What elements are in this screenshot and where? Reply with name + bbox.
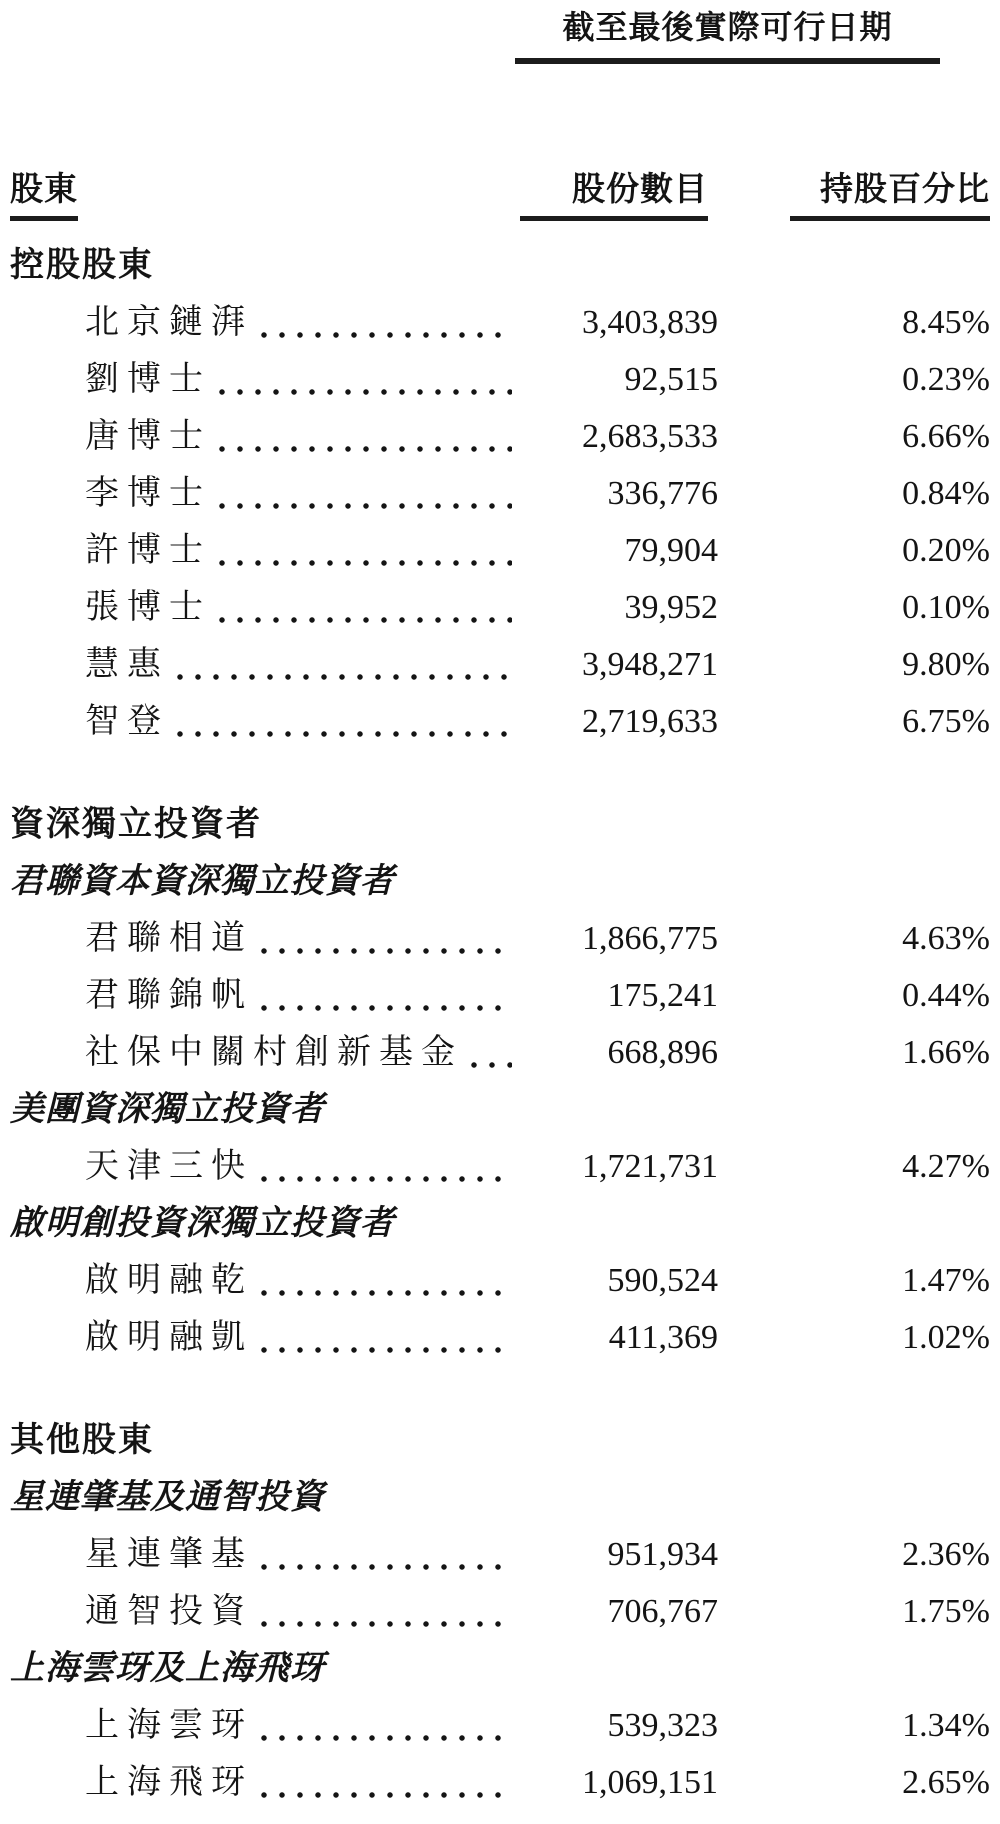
table-row (10, 1138, 990, 1195)
share-count: 411,369 (608, 1319, 718, 1356)
share-percent: 2.65% (902, 1764, 990, 1801)
shareholder-name: 慧惠 (85, 646, 169, 683)
dot-leader (211, 408, 512, 465)
shareholder-name: 啟明融乾 (85, 1262, 253, 1299)
share-count: 3,403,839 (582, 304, 718, 341)
dot-leader (253, 1754, 512, 1811)
subsection-heading-label: 美團資深獨立投資者 (10, 1091, 325, 1128)
share-count: 175,241 (607, 977, 718, 1014)
dot-leader (253, 910, 512, 967)
section-heading-label: 其他股東 (10, 1422, 154, 1459)
subsection-heading (10, 853, 990, 910)
subsection-heading (10, 1469, 990, 1526)
table-row (10, 579, 990, 636)
share-percent: 2.36% (902, 1536, 990, 1573)
share-percent: 6.75% (902, 703, 990, 740)
table-row (10, 1309, 990, 1366)
shareholder-name: 許博士 (85, 532, 211, 569)
dot-leader (253, 1697, 512, 1754)
share-percent: 1.02% (902, 1319, 990, 1356)
table-row (10, 967, 990, 1024)
share-percent: 4.63% (902, 920, 990, 957)
shareholder-name: 智登 (85, 703, 169, 740)
share-count: 39,952 (624, 589, 718, 626)
period-header (515, 8, 940, 64)
column-header-row (10, 171, 990, 221)
shareholder-name: 上海飛玡 (85, 1764, 253, 1801)
dot-leader (253, 1138, 512, 1195)
share-percent: 0.23% (902, 361, 990, 398)
shareholder-name: 北京鏈湃 (85, 304, 253, 341)
section-heading (10, 1412, 990, 1469)
table-row (10, 1583, 990, 1640)
table-row (10, 693, 990, 750)
share-count: 79,904 (624, 532, 718, 569)
share-count: 2,719,633 (582, 703, 718, 740)
share-percent: 0.20% (902, 532, 990, 569)
dot-leader (211, 465, 512, 522)
share-count: 3,948,271 (582, 646, 718, 683)
table-row (10, 522, 990, 579)
column-header-shares: 股份數目 (520, 171, 708, 221)
shareholder-name: 啟明融凱 (85, 1319, 253, 1356)
subsection-heading-label: 君聯資本資深獨立投資者 (10, 863, 395, 900)
share-count: 539,323 (607, 1707, 718, 1744)
subsection-heading (10, 1195, 990, 1252)
dot-leader (253, 1526, 512, 1583)
section-heading (10, 237, 990, 294)
share-percent: 1.75% (902, 1593, 990, 1630)
subsection-heading (10, 1081, 990, 1138)
shareholder-name: 李博士 (85, 475, 211, 512)
subsection-heading-label: 啟明創投資深獨立投資者 (10, 1205, 395, 1242)
subsection-heading-label: 星連肇基及通智投資 (10, 1479, 325, 1516)
shareholder-name: 通智投資 (85, 1593, 253, 1630)
dot-leader (253, 1309, 512, 1366)
share-percent: 9.80% (902, 646, 990, 683)
share-count: 92,515 (624, 361, 718, 398)
table-row (10, 1024, 990, 1081)
shareholder-name: 君聯錦帆 (85, 977, 253, 1014)
subsection-heading-label: 上海雲玡及上海飛玡 (10, 1650, 325, 1687)
shareholder-name: 天津三快 (85, 1148, 253, 1185)
subsection-heading (10, 1640, 990, 1697)
table-row (10, 1252, 990, 1309)
column-header-percent: 持股百分比 (790, 171, 990, 221)
share-percent: 0.44% (902, 977, 990, 1014)
dot-leader (463, 1024, 512, 1081)
shareholder-name: 唐博士 (85, 418, 211, 455)
share-percent: 1.34% (902, 1707, 990, 1744)
column-header-shareholder: 股東 (10, 171, 78, 221)
share-count: 951,934 (607, 1536, 718, 1573)
table-row (10, 1697, 990, 1754)
period-header-label: 截至最後實際可行日期 (562, 9, 893, 45)
shareholder-name: 君聯相道 (85, 920, 253, 957)
table-row (10, 636, 990, 693)
dot-leader (253, 1583, 512, 1640)
share-percent: 4.27% (902, 1148, 990, 1185)
shareholder-name: 社保中關村創新基金 (85, 1034, 463, 1071)
table-row (10, 910, 990, 967)
share-count: 336,776 (607, 475, 718, 512)
share-percent: 6.66% (902, 418, 990, 455)
share-percent: 0.84% (902, 475, 990, 512)
share-count: 2,683,533 (582, 418, 718, 455)
share-percent: 1.47% (902, 1262, 990, 1299)
section-heading (10, 796, 990, 853)
table-row (10, 465, 990, 522)
share-count: 706,767 (607, 1593, 718, 1630)
share-percent: 0.10% (902, 589, 990, 626)
shareholder-name: 張博士 (85, 589, 211, 626)
dot-leader (169, 636, 512, 693)
section-heading-label: 資深獨立投資者 (10, 806, 262, 843)
dot-leader (211, 579, 512, 636)
dot-leader (169, 693, 512, 750)
share-percent: 1.66% (902, 1034, 990, 1071)
share-count: 668,896 (607, 1034, 718, 1071)
shareholder-name: 劉博士 (85, 361, 211, 398)
shareholder-table (10, 237, 990, 1811)
share-count: 1,721,731 (582, 1148, 718, 1185)
table-row (10, 351, 990, 408)
shareholder-name: 上海雲玡 (85, 1707, 253, 1744)
dot-leader (253, 294, 512, 351)
share-count: 1,866,775 (582, 920, 718, 957)
dot-leader (253, 967, 512, 1024)
table-row (10, 1526, 990, 1583)
dot-leader (211, 351, 512, 408)
shareholder-name: 星連肇基 (85, 1536, 253, 1573)
share-count: 590,524 (607, 1262, 718, 1299)
dot-leader (253, 1252, 512, 1309)
dot-leader (211, 522, 512, 579)
table-row (10, 408, 990, 465)
share-percent: 8.45% (902, 304, 990, 341)
table-row (10, 294, 990, 351)
table-row (10, 1754, 990, 1811)
section-heading-label: 控股股東 (10, 247, 154, 284)
share-count: 1,069,151 (582, 1764, 718, 1801)
